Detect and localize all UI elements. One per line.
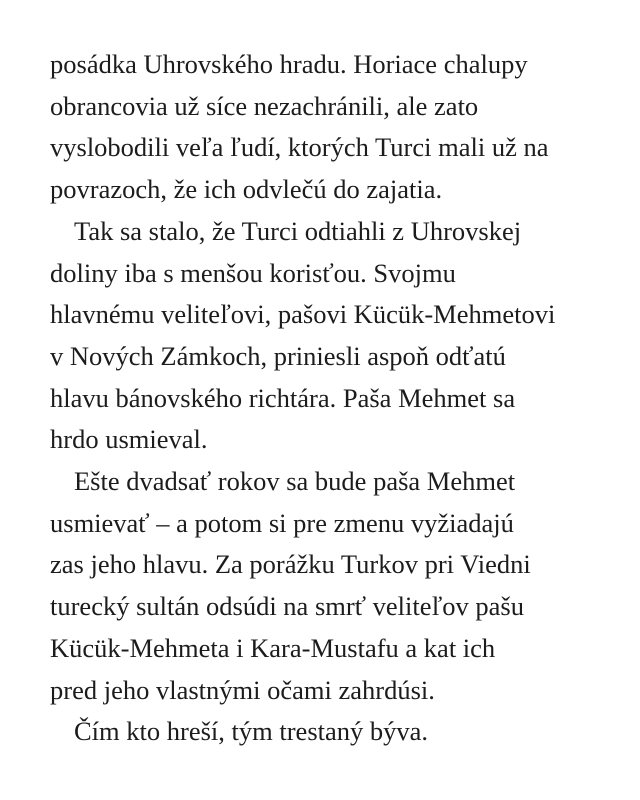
text-line: obrancovia už síce nezachránili, ale zato xyxy=(50,90,479,121)
text-line: hlavu bánovského richtára. Paša Mehmet sa xyxy=(50,382,516,413)
text-line: usmievať – a potom si pre zmenu vyžiadajú xyxy=(50,507,514,538)
text-line: posádka Uhrovského hradu. Horiace chalupy xyxy=(50,49,528,79)
text-line: pred jeho vlastnými očami zahrdúsi. xyxy=(50,674,435,705)
paragraph-2 xyxy=(50,211,610,461)
text-line: vyslobodili veľa ľudí, ktorých Turci mali už na xyxy=(50,132,549,163)
text-line: Tak sa stalo, že Turci odtiahli z Uhrovskej xyxy=(74,215,522,246)
text-line: Čím kto hreší, tým trestaný býva. xyxy=(74,716,429,747)
paragraph-3 xyxy=(50,461,610,711)
text-line: hrdo usmieval. xyxy=(50,424,208,455)
text-line: doliny iba s menšou korisťou. Svojmu xyxy=(50,257,456,288)
text-line: povrazoch, že ich odvlečú do zajatia. xyxy=(50,174,443,205)
text-line: v Nových Zámkoch, priniesli aspoň odťatú xyxy=(50,340,506,371)
page-text xyxy=(50,44,610,753)
text-line: Kücük-Mehmeta i Kara-Mustafu a kat ich xyxy=(50,632,496,663)
text-line: turecký sultán odsúdi na smrť veliteľov pašu xyxy=(50,591,524,622)
text-line: zas jeho hlavu. Za porážku Turkov pri Viedni xyxy=(50,549,531,580)
text-line: Ešte dvadsať rokov sa bude paša Mehmet xyxy=(74,466,516,497)
paragraph-1 xyxy=(50,44,610,211)
text-line: hlavnému veliteľovi, pašovi Kücük-Mehmetovi xyxy=(50,299,556,330)
paragraph-4 xyxy=(50,711,610,753)
